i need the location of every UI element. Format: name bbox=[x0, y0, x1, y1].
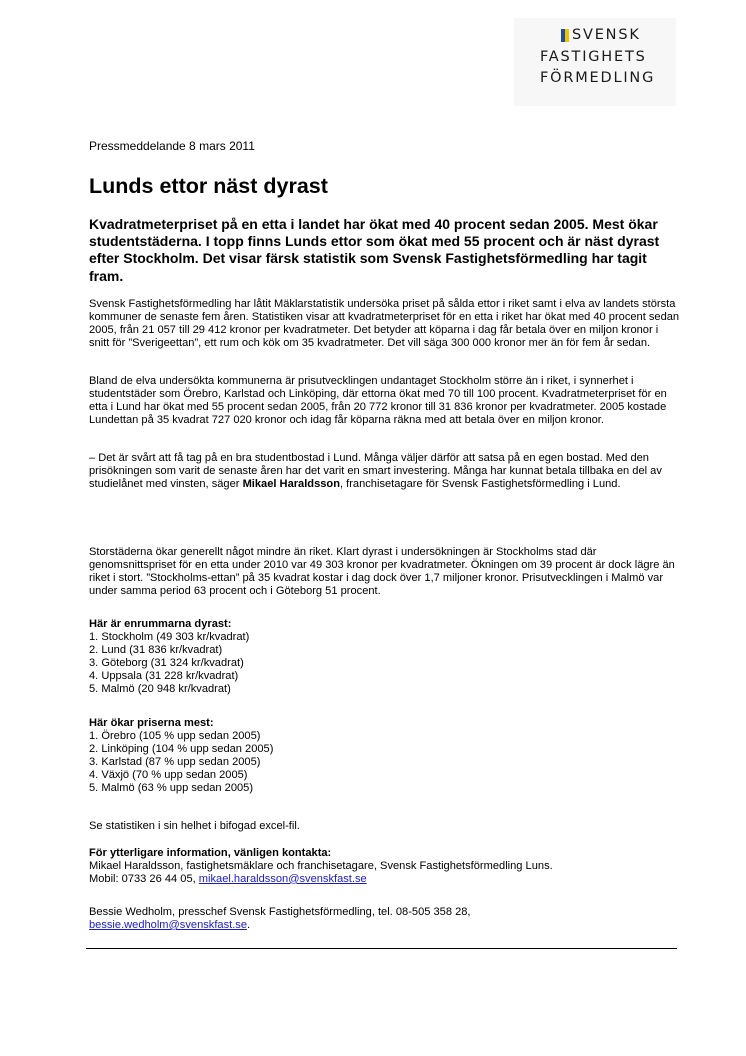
list-item: 3. Göteborg (31 324 kr/kvadrat) bbox=[89, 656, 244, 669]
email-link-haraldsson[interactable]: mikael.haraldsson@svenskfast.se bbox=[198, 872, 367, 885]
email-link-wedholm[interactable]: bessie.wedholm@svenskfast.se bbox=[89, 918, 248, 931]
press-contact-email-line bbox=[89, 919, 471, 932]
period: . bbox=[247, 918, 251, 931]
footer-divider bbox=[86, 948, 677, 949]
list-item: 5. Malmö (63 % upp sedan 2005) bbox=[89, 781, 254, 794]
list-most-expensive bbox=[89, 618, 249, 695]
contact-heading: För ytterligare information, vänligen kontakta: bbox=[89, 847, 332, 859]
logo-line-formedling: FÖRMEDLING bbox=[540, 70, 656, 86]
quote-person-name: Mikael Haraldsson bbox=[242, 477, 340, 490]
list-item: 5. Malmö (20 948 kr/kvadrat) bbox=[89, 682, 231, 695]
logo-line-fastighets: FASTIGHETS bbox=[540, 49, 647, 65]
body-paragraph-1: Svensk Fastighetsförmedling har låtit Mäklarstatistik undersöka priset på sålda ettor i riket samt i elva av landets största kommuner de senaste fem åren. Statistiken visar att kvadratmeterpriset för en etta i riket har ökat med 40 procent sedan 2005, från 21 057 till 29 412 kronor per kvadratmeter. Det betyder att köparna i dag får betala över en miljon kronor i snitt för ”Sverigeettan”, ett rum och kök om 35 kvadratmeter. Det vill säga 300 000 kronor mer än för fem år sedan. bbox=[89, 298, 680, 349]
list-item: 4. Växjö (70 % upp sedan 2005) bbox=[89, 768, 248, 781]
list-item: 4. Uppsala (31 228 kr/kvadrat) bbox=[89, 669, 239, 682]
list-heading: Här är enrummarna dyrast: bbox=[89, 618, 232, 630]
list-item: 1. Örebro (105 % upp sedan 2005) bbox=[89, 729, 261, 742]
body-paragraph-2: Bland de elva undersökta kommunerna är prisutvecklingen undantaget Stockholm större än i riket, i synnerhet i studentstäder som Örebro, Karlstad och Linköping, där ettorna ökat med 70 till 100 procent. Kvadratmeterpriset för en etta i Lund har ökat med 55 procent sedan 2005, från 20 772 kronor till 31 836 kronor per kvadratmeter. 2005 kostade Lundettan på 35 kvadrat 727 020 kronor och idag får köparna räkna med att betala över en miljon kronor. bbox=[89, 375, 667, 426]
page-title: Lunds ettor näst dyrast bbox=[89, 174, 328, 198]
contact-block bbox=[89, 847, 553, 886]
list-item: 2. Linköping (104 % upp sedan 2005) bbox=[89, 742, 274, 755]
list-biggest-increase bbox=[89, 717, 273, 794]
logo-line-svensk: SVENSK bbox=[572, 27, 641, 43]
quote-text-end: , franchisetagare för Svensk Fastighetsförmedling i Lund. bbox=[339, 477, 621, 490]
list-heading: Här ökar priserna mest: bbox=[89, 717, 214, 729]
list-item: 1. Stockholm (49 303 kr/kvadrat) bbox=[89, 630, 250, 643]
swedish-flag-icon bbox=[561, 29, 569, 42]
quote-text: – Det är svårt att få tag på en bra studentbostad i Lund. Många väljer därför att satsa på en egen bostad. Med den prisökningen som varit de senaste åren har det varit en smart investering. Många har kunnat betala tillbaka en del av studielånet med vinsten, säger bbox=[89, 452, 662, 490]
contact-mobile: Mobil: 0733 26 44 05, bbox=[89, 872, 199, 885]
contact-line: Mikael Haraldsson, fastighetsmäklare och franchisetagare, Svensk Fastighetsförmedling Luns. bbox=[89, 859, 553, 872]
body-paragraph-3 bbox=[89, 452, 681, 491]
lead-paragraph: Kvadratmeterpriset på en etta i landet har ökat med 40 procent sedan 2005. Mest ökar studentstäderna. I topp finns Lunds ettor som ökat med 55 procent och är näst dyrast efter Stockholm. Det visar färsk statistik som Svensk Fastighetsförmedling har tagit fram. bbox=[89, 216, 660, 284]
list-item: 3. Karlstad (87 % upp sedan 2005) bbox=[89, 755, 261, 768]
contact-mobile-line bbox=[89, 873, 553, 886]
press-contact-line: Bessie Wedholm, presschef Svensk Fastighetsförmedling, tel. 08-505 358 28, bbox=[89, 906, 471, 918]
dateline: Pressmeddelande 8 mars 2011 bbox=[89, 139, 255, 153]
press-contact-block bbox=[89, 906, 471, 932]
flag-yellow-stripe bbox=[565, 29, 569, 42]
list-item: 2. Lund (31 836 kr/kvadrat) bbox=[89, 643, 223, 656]
attachment-note: Se statistiken i sin helhet i bifogad excel-fil. bbox=[89, 820, 300, 832]
body-paragraph-4: Storstäderna ökar generellt något mindre än riket. Klart dyrast i undersökningen är Stockholms stad där genomsnittspriset för en etta under 2010 var 49 303 kronor per kvadratmeter. Ökningen om 39 procent är dock lägre än riket i stort. ”Stockholms-ettan” på 35 kvadrat kostar i dag dock över 1,7 miljoner kronor. Prisutvecklingen i Malmö var under samma period 63 procent och i Göteborg 51 procent. bbox=[89, 546, 675, 597]
